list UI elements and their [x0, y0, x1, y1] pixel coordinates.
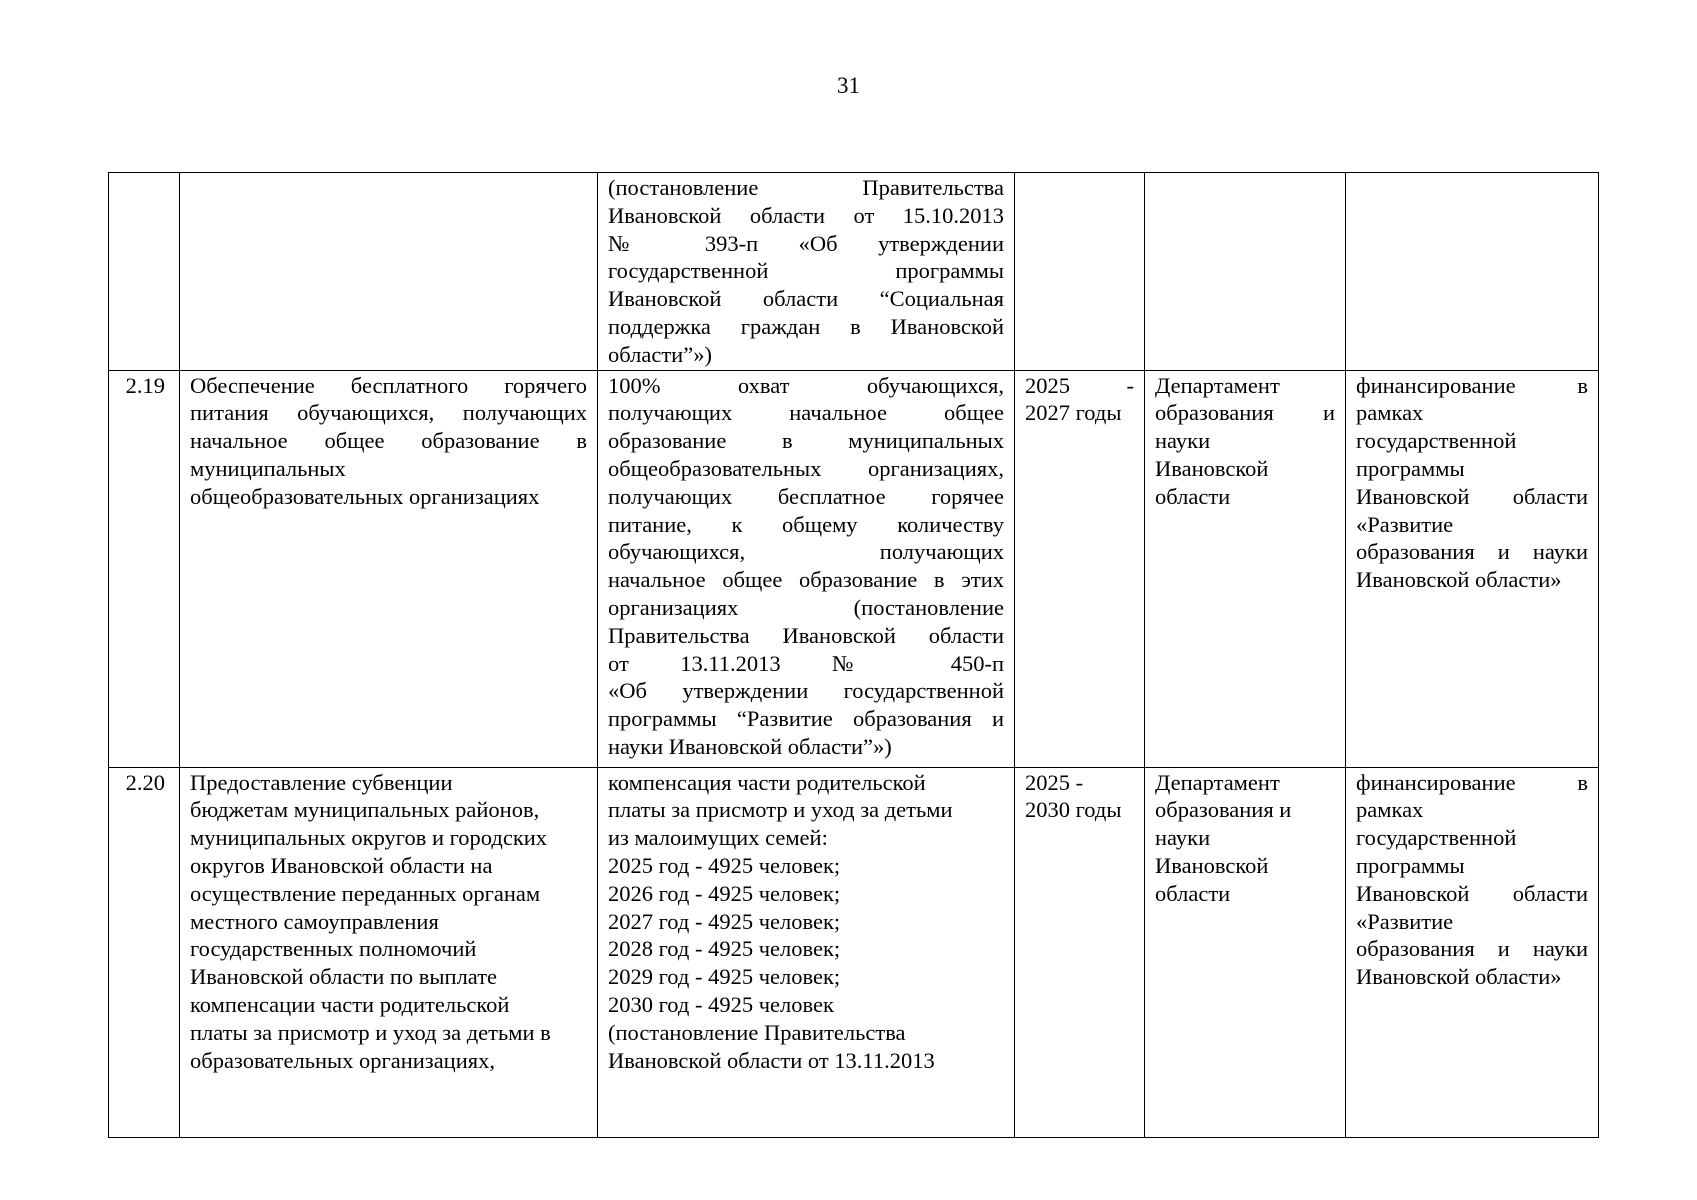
period-cell-line: 2027 годы — [1025, 400, 1122, 426]
indicator-cell-line: области”») — [608, 341, 712, 367]
financing-cell-line: программы — [1356, 455, 1465, 481]
indicator-cell-line: поддержка граждан в Ивановской — [608, 313, 1004, 339]
indicator-cell-line: науки Ивановской области”») — [608, 733, 892, 759]
financing-cell-line: финансирование в — [1356, 769, 1588, 795]
executor-cell-line: области — [1155, 483, 1231, 509]
indicator-cell-line: 2025 год - 4925 человек; — [608, 852, 841, 878]
measure-cell-line: образовательных организациях, — [190, 1047, 495, 1073]
financing-cell-line: Ивановской области» — [1356, 567, 1562, 593]
measure-cell-line: муниципальных округов и городских — [190, 825, 548, 851]
table-row — [109, 767, 1599, 1137]
indicator-cell-line: 2028 год - 4925 человек; — [608, 936, 841, 962]
indicator-cell-line: платы за присмотр и уход за детьми — [608, 797, 953, 823]
measure-cell-line: бюджетам муниципальных районов, — [190, 797, 540, 823]
indicator-cell-line: из малоимущих семей: — [608, 825, 828, 851]
executor-cell-line: образования и — [1155, 400, 1335, 426]
indicator-cell-line: начальное общее образование в этих — [608, 567, 1004, 593]
measure-cell-line: государственных полномочий — [190, 936, 477, 962]
measures-table — [108, 172, 1599, 1138]
financing-cell-line: государственной — [1356, 825, 1517, 851]
indicator-cell-line: программы “Развитие образования и — [608, 706, 1004, 732]
measure-cell-line: муниципальных — [190, 455, 346, 481]
executor-cell — [1145, 173, 1346, 371]
indicator-cell-line: № 393-п «Об утверждении — [608, 230, 1004, 256]
measure-cell-line: начальное общее образование в — [190, 428, 587, 454]
financing-cell — [1346, 767, 1599, 1137]
executor-cell — [1145, 370, 1346, 767]
financing-cell — [1346, 173, 1599, 371]
measure-cell-line: питания обучающихся, получающих — [190, 400, 587, 426]
indicator-cell-line: питание, к общему количеству — [608, 511, 1004, 537]
indicator-cell-line: от 13.11.2013 № 450-п — [608, 650, 1004, 676]
financing-cell — [1346, 370, 1599, 767]
indicator-cell-line: 2029 год - 4925 человек; — [608, 964, 841, 990]
executor-cell-line: науки — [1155, 825, 1211, 851]
row-number: 2.19 — [109, 370, 180, 767]
financing-cell-line: Ивановской области — [1356, 483, 1588, 509]
indicator-cell-line: (постановление Правительства — [608, 175, 1004, 200]
table-row — [109, 173, 1599, 371]
indicator-cell — [598, 370, 1015, 767]
measure-cell-line: Предоставление субвенции — [190, 769, 453, 795]
indicator-cell-line: общеобразовательных организациях, — [608, 455, 1004, 481]
financing-cell-line: Ивановской области — [1356, 880, 1588, 906]
indicator-cell-line: 2030 год - 4925 человек — [608, 991, 834, 1017]
executor-cell-line: Департамент — [1155, 372, 1280, 398]
period-cell-line: 2025 - — [1025, 769, 1084, 795]
measure-cell — [180, 173, 598, 371]
indicator-cell — [598, 767, 1015, 1137]
measure-cell-line: компенсации части родительской — [190, 991, 510, 1017]
financing-cell-line: «Развитие — [1356, 908, 1454, 934]
financing-cell-line: финансирование в — [1356, 372, 1588, 398]
measure-cell-line: Обеспечение бесплатного горячего — [190, 372, 587, 398]
period-cell-line: 2030 годы — [1025, 797, 1122, 823]
row-number — [109, 173, 180, 371]
row-number: 2.20 — [109, 767, 180, 1137]
measure-cell-line: округов Ивановской области на — [190, 852, 493, 878]
measure-cell-line: Ивановской области по выплате — [190, 964, 498, 990]
financing-cell-line: Ивановской области» — [1356, 964, 1562, 990]
executor-cell-line: Ивановской — [1155, 852, 1269, 878]
financing-cell-line: рамках — [1356, 797, 1424, 823]
measure-cell-line: осуществление переданных органам — [190, 880, 541, 906]
executor-cell-line: Департамент — [1155, 769, 1280, 795]
indicator-cell-line: Ивановской области “Социальная — [608, 286, 1004, 312]
indicator-cell-line: Ивановской области от 15.10.2013 — [608, 202, 1004, 228]
measure-cell-line: местного самоуправления — [190, 908, 439, 934]
measure-cell — [180, 767, 598, 1137]
indicator-cell-line: «Об утверждении государственной — [608, 678, 1004, 704]
indicator-cell-line: организациях (постановление — [608, 594, 1004, 620]
indicator-cell-line: получающих бесплатное горячее — [608, 483, 1004, 509]
indicator-cell-line: Ивановской области от 13.11.2013 — [608, 1047, 935, 1073]
measures-table-body — [109, 173, 1599, 1138]
financing-cell-line: «Развитие — [1356, 511, 1454, 537]
period-cell — [1015, 370, 1145, 767]
financing-cell-line: образования и науки — [1356, 936, 1588, 962]
measure-cell-line: платы за присмотр и уход за детьми в — [190, 1019, 551, 1045]
financing-cell-line: рамках — [1356, 400, 1424, 426]
financing-cell-line: образования и науки — [1356, 539, 1588, 565]
measure-cell — [180, 370, 598, 767]
measure-cell-line: общеобразовательных организациях — [190, 483, 540, 509]
indicator-cell-line: 2027 год - 4925 человек; — [608, 908, 841, 934]
table-row — [109, 370, 1599, 767]
executor-cell-line: образования и — [1155, 797, 1292, 823]
executor-cell-line: Ивановской — [1155, 455, 1269, 481]
period-cell-line: 2025 - — [1025, 372, 1134, 398]
executor-cell-line: области — [1155, 880, 1231, 906]
financing-cell-line: государственной — [1356, 428, 1517, 454]
period-cell — [1015, 173, 1145, 371]
page-number: 31 — [837, 73, 860, 98]
indicator-cell-line: 2026 год - 4925 человек; — [608, 880, 841, 906]
indicator-cell-line: государственной программы — [608, 258, 1004, 284]
executor-cell-line: науки — [1155, 428, 1211, 454]
indicator-cell-line: Правительства Ивановской области — [608, 622, 1004, 648]
indicator-cell-line: компенсация части родительской — [608, 769, 926, 795]
executor-cell — [1145, 767, 1346, 1137]
indicator-cell-line: образование в муниципальных — [608, 428, 1004, 454]
indicator-cell — [598, 173, 1015, 371]
period-cell — [1015, 767, 1145, 1137]
indicator-cell-line: получающих начальное общее — [608, 400, 1004, 426]
indicator-cell-line: 100% охват обучающихся, — [608, 372, 1004, 398]
indicator-cell-line: обучающихся, получающих — [608, 539, 1004, 565]
indicator-cell-line: (постановление Правительства — [608, 1019, 906, 1045]
financing-cell-line: программы — [1356, 852, 1465, 878]
